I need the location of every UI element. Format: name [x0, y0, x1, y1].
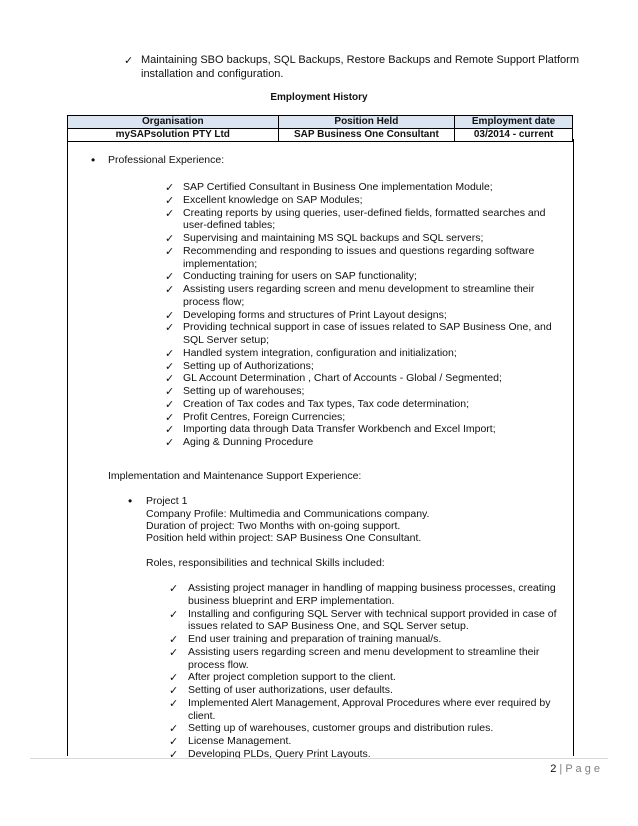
list-item: Creating reports by using queries, user-defined fields, formatted searches and	[183, 206, 546, 219]
check-icon: ✓	[165, 193, 175, 207]
employment-table	[67, 115, 573, 142]
list-item: Profit Centres, Foreign Currencies;	[183, 410, 346, 423]
page-number: 2	[550, 763, 557, 775]
list-item: user-defined tables;	[183, 219, 276, 232]
check-icon: ✓	[169, 684, 179, 697]
list-item: Supervising and maintaining MS SQL backups and SQL servers;	[183, 232, 484, 244]
list-item: Setting up of warehouses, customer groups and distribution rules.	[188, 722, 494, 735]
check-icon: ✓	[165, 397, 175, 411]
list-item: Setting of user authorizations, user defaults.	[188, 684, 393, 696]
check-icon: ✓	[165, 359, 175, 373]
check-icon: ✓	[165, 436, 175, 449]
check-icon: ✓	[165, 308, 175, 322]
section-heading: Employment History	[270, 92, 368, 103]
roles-label: Roles, responsibilities and technical Skills included:	[146, 557, 385, 569]
list-item: Conducting training for users on SAP functionality;	[183, 270, 417, 283]
footer-separator: |	[559, 763, 563, 775]
check-icon: ✓	[165, 321, 175, 335]
check-icon: ✓	[165, 372, 175, 386]
footer-divider	[30, 758, 608, 759]
check-icon: ✓	[124, 54, 134, 67]
list-item: Setting up of Authorizations;	[183, 359, 314, 372]
list-item: Assisting users regarding screen and menu development to streamline their	[183, 283, 535, 295]
check-icon: ✓	[169, 722, 179, 736]
check-icon: ✓	[169, 633, 179, 646]
list-item: Developing PLDs, Query Print Layouts.	[188, 747, 371, 760]
header-position: Position Held	[278, 116, 455, 129]
check-icon: ✓	[169, 582, 179, 595]
list-item: process flow.	[188, 658, 249, 671]
check-icon: ✓	[169, 671, 179, 685]
list-item: Importing data through Data Transfer Workbench and Excel Import;	[183, 423, 496, 436]
check-icon: ✓	[165, 270, 175, 284]
project-title: Project 1	[146, 495, 188, 507]
top-item-text: Maintaining SBO backups, SQL Backups, Restore Backups and Remote Support Platform installation and configuration.	[141, 54, 579, 80]
check-icon: ✓	[165, 244, 175, 258]
list-item: SAP Certified Consultant in Business One implementation Module;	[183, 181, 493, 193]
list-item: Assisting users regarding screen and menu development to streamline their	[188, 645, 540, 658]
cell-organisation: mySAPsolution PTY Ltd	[68, 129, 279, 142]
check-icon: ✓	[169, 747, 179, 761]
table-header-row	[68, 116, 573, 129]
list-item: GL Account Determination , Chart of Accounts - Global / Segmented;	[183, 372, 502, 385]
check-icon: ✓	[169, 735, 179, 748]
list-item: SQL Server setup;	[183, 334, 269, 346]
check-icon: ✓	[169, 696, 179, 710]
project-line: Position held within project: SAP Business One Consultant.	[146, 532, 422, 544]
list-item: Setting up of warehouses;	[183, 385, 305, 397]
cell-position: SAP Business One Consultant	[278, 129, 455, 142]
check-icon: ✓	[165, 346, 175, 360]
implementation-label: Implementation and Maintenance Support Experience:	[108, 470, 362, 482]
list-item: client.	[188, 709, 216, 722]
check-icon: ✓	[165, 385, 175, 398]
list-item: Recommending and responding to issues and questions regarding software	[183, 244, 535, 257]
cell-date: 03/2014 - current	[455, 129, 573, 142]
check-icon: ✓	[165, 410, 175, 424]
check-icon: ✓	[165, 206, 175, 220]
header-organisation: Organisation	[68, 116, 279, 129]
check-icon: ✓	[169, 645, 179, 659]
check-icon: ✓	[165, 423, 175, 437]
list-item: After project completion support to the client.	[188, 671, 396, 684]
project-line: Duration of project: Two Months with on-going support.	[146, 520, 401, 532]
professional-label: Professional Experience:	[108, 154, 225, 166]
list-item: Providing technical support in case of issues related to SAP Business One, and	[183, 321, 552, 334]
bullet-icon: •	[91, 153, 96, 167]
list-item: Aging & Dunning Procedure	[183, 436, 314, 448]
list-item: issues related to SAP Business One, and SQL Server setup.	[188, 620, 469, 633]
list-item: Implemented Alert Management, Approval Procedures where ever required by	[188, 696, 551, 709]
check-icon: ✓	[169, 607, 179, 621]
list-item: Installing and configuring SQL Server with technical support provided in case of	[188, 607, 557, 620]
list-item: End user training and preparation of training manual/s.	[188, 633, 442, 645]
check-icon: ✓	[165, 232, 175, 245]
project-line: Company Profile: Multimedia and Communications company.	[146, 508, 430, 520]
bullet-icon: •	[128, 494, 133, 508]
list-item: implementation;	[183, 257, 258, 270]
page-footer	[550, 763, 600, 775]
list-item: Assisting project manager in handling of mapping business processes, creating	[188, 582, 556, 594]
header-date: Employment date	[455, 116, 573, 129]
list-item: Handled system integration, configuration and initialization;	[183, 346, 457, 359]
list-item: process flow;	[183, 295, 245, 308]
check-icon: ✓	[165, 181, 175, 194]
list-item: Creation of Tax codes and Tax types, Tax code determination;	[183, 397, 470, 410]
list-item: Excellent knowledge on SAP Modules;	[183, 193, 363, 206]
page-label: P a g e	[565, 763, 600, 775]
list-item: Developing forms and structures of Print Layout designs;	[183, 308, 447, 321]
check-icon: ✓	[165, 283, 175, 296]
list-item: business blueprint and ERP implementation.	[188, 594, 395, 607]
list-item: License Management.	[188, 735, 292, 747]
